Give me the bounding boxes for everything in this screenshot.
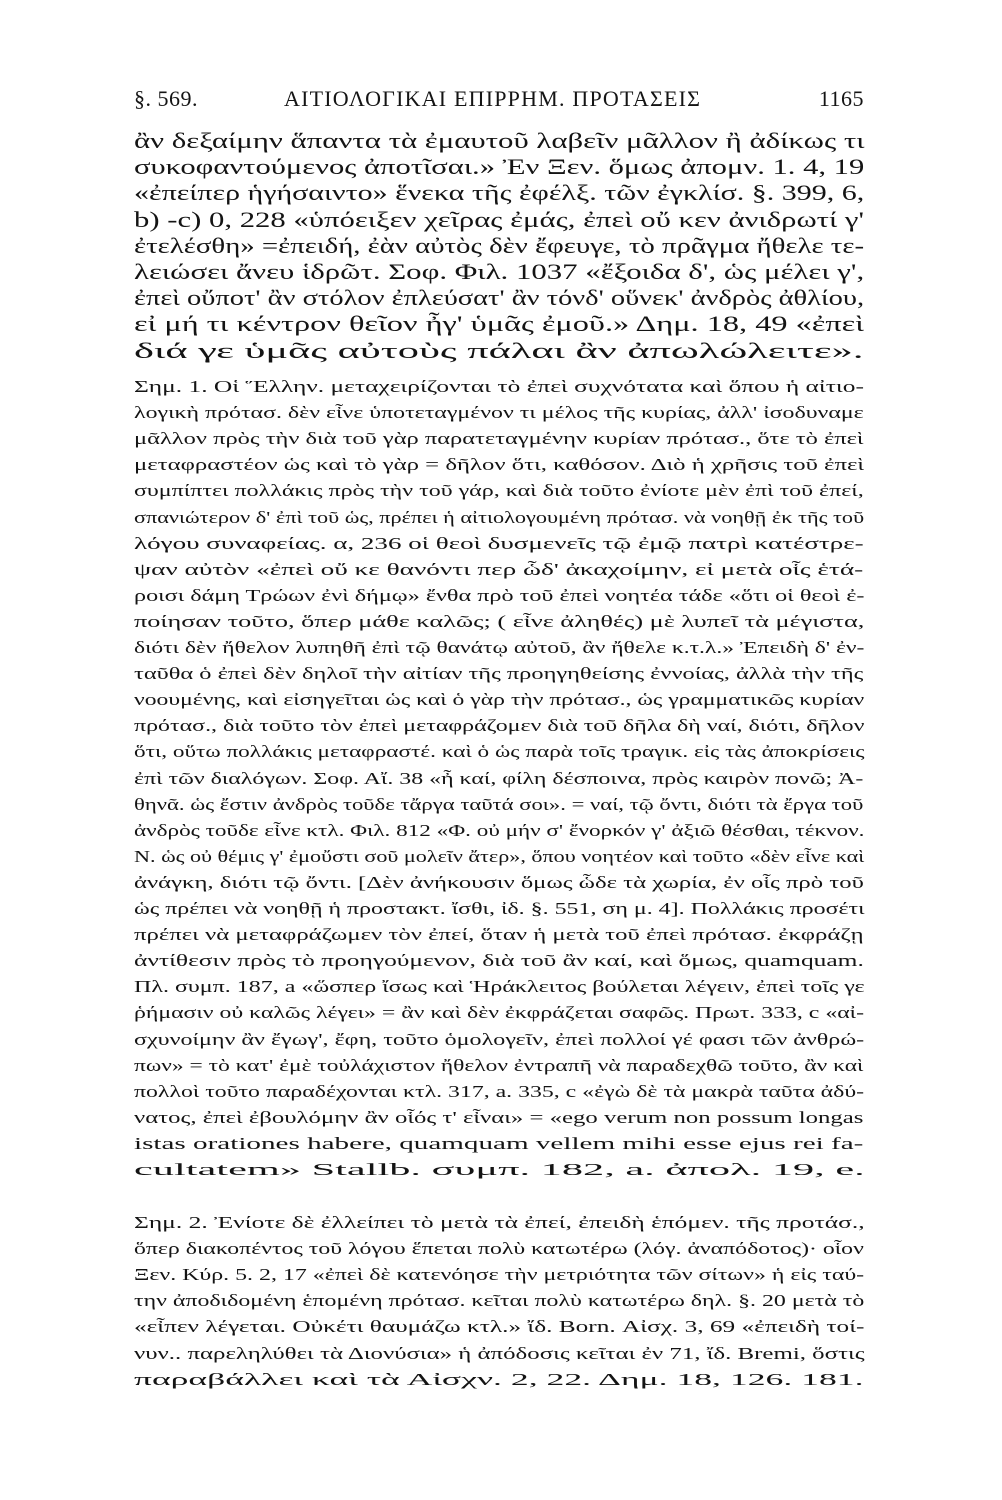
main-text-line: διά γε ὑμᾶς αὐτοὺς πάλαι ἂν ἀπωλώλειτε».	[134, 337, 864, 363]
main-text-line: συκοφαντούμενος ἀποτῖσαι.» Ἐν Ξεν. ὅμως ἀπομν. 1. 4, 19	[134, 154, 865, 180]
note-1-line: νοουμένης, καὶ εἰσηγεῖται ὡς καὶ ὁ γὰρ τὴν πρότασ., ὡς γραμματικῶς κυρίαν	[134, 690, 865, 710]
section-number: §. 569.	[134, 86, 198, 111]
note-2-line: Ξεν. Κύρ. 5. 2, 17 «ἐπεὶ δὲ κατενόησε τὴν μετριότητα τῶν σίτων» ἡ εἰς ταύ-	[134, 1265, 865, 1285]
note-1-line: ὅτι, οὕτω πολλάκις μεταφραστέ. καὶ ὁ ὡς παρὰ τοῖς τραγικ. εἰς τὰς ἀποκρίσεις	[134, 742, 865, 762]
main-text-line: ἐπεὶ οὔποτ' ἂν στόλον ἐπλεύσατ' ἂν τόνδ' οὕνεκ' ἀνδρὸς ἀθλίου,	[134, 285, 865, 311]
note-1-line: πολλοὶ τοῦτο παραδέχονται κτλ. 317, a. 335, c «ἐγὼ δὲ τὰ μακρὰ ταῦτα ἀδύ-	[134, 1081, 865, 1101]
note-1-line: μεταφραστέον ὡς καὶ τὸ γὰρ = δῆλον ὅτι, καθόσον. Διὸ ἡ χρῆσις τοῦ ἐπεὶ	[134, 455, 865, 475]
chapter-title: ΑΙΤΙΟΛΟΓΙΚΑΙ ΕΠΙΡΡΗΜ. ΠΡΟΤΑΣΕΙΣ	[284, 86, 702, 111]
note-1-line: λογικὴ πρότασ. δὲν εἶνε ὑποτεταγμένον τι μέλος τῆς κυρίας, ἀλλ' ἰσοδυναμε	[134, 403, 864, 423]
running-header	[134, 86, 864, 120]
note-2-line: νυν.. παρεληλύθει τὰ Διονύσια» ἡ ἀπόδοσις κεῖται ἐν 71, ἴδ. Bremi, ὅστις	[134, 1343, 865, 1363]
note-1-line: πρότασ., διὰ τοῦτο τὸν ἐπεὶ μεταφράζομεν διὰ τοῦ δῆλα δὴ ναί, διότι, δῆλον	[134, 716, 865, 736]
note-1-line: Πλ. συμπ. 187, a «ὥσπερ ἴσως καὶ Ἡράκλειτος βούλεται λέγειν, ἐπεὶ τοῖς γε	[134, 977, 865, 997]
note-1-line: θηνᾶ. ὡς ἔστιν ἀνδρὸς τοῦδε τἄργα ταῦτά σοι». = ναί, τῷ ὄντι, διότι τὰ ἔργα τοῦ	[134, 794, 864, 814]
note-1-line: σχυνοίμην ἂν ἔγωγ', ἔφη, τοῦτο ὁμολογεῖν, ἐπεὶ πολλοί γέ φασι τῶν ἀνθρώ-	[134, 1029, 865, 1049]
note-1-line: πων» = τὸ κατ' ἐμὲ τοὐλάχιστον ἤθελον ἐντραπῆ νὰ παραδεχθῶ τοῦτο, ἂν καὶ	[134, 1055, 864, 1075]
note-1-line: πρέπει νὰ μεταφράζωμεν τὸν ἐπεί, ὅταν ἡ μετὰ τοῦ ἐπεὶ πρότασ. ἐκφράζῃ	[134, 925, 864, 945]
note-1-line: συμπίπτει πολλάκις πρὸς τὴν τοῦ γάρ, καὶ διὰ τοῦτο ἐνίοτε μὲν ἐπὶ τοῦ ἐπεί,	[134, 481, 864, 501]
note-1-line: ἀνδρὸς τοῦδε εἶνε κτλ. Φιλ. 812 «Φ. οὐ μήν σ' ἔνορκόν γ' ἀξιῶ θέσθαι, τέκνον.	[134, 820, 865, 840]
note-2-line: ὅπερ διακοπέντος τοῦ λόγου ἕπεται πολὺ κατωτέρω (λόγ. ἀναπόδοτος)· οἷον	[134, 1239, 864, 1259]
note-1-line: ἀντίθεσιν πρὸς τὸ προηγούμενον, διὰ τοῦ ἂν καί, καὶ ὅμως, quamquam.	[134, 951, 864, 971]
note-2-line: Σημ. 2. Ἐνίοτε δὲ ἐλλείπει τὸ μετὰ τὰ ἐπεί, ἐπειδὴ ἑπόμεν. τῆς προτάσ.,	[134, 1213, 865, 1232]
note-1-line: ροισι δάμη Τρώων ἐνὶ δήμῳ» ἔνθα πρὸ τοῦ ἐπεὶ νοητέα τάδε «ὅτι οἱ θεοὶ ἐ-	[134, 585, 865, 605]
note-1-line: cultatem» Stallb. συμπ. 182, a. ἀπολ. 19, e.	[134, 1160, 865, 1179]
note-2-line: «εἶπεν λέγεται. Οὐκέτι θαυμάζω κτλ.» ἴδ. Born. Αἰσχ. 3, 69 «ἐπειδὴ τοί-	[134, 1317, 865, 1337]
note-1-line: ἀνάγκη, διότι τῷ ὄντι. [Δὲν ἀνήκουσιν ὅμως ὧδε τὰ χωρία, ἐν οἷς πρὸ τοῦ	[134, 872, 864, 892]
main-text-line: λειώσει ἄνευ ἱδρῶτ. Σοφ. Φιλ. 1037 «ἔξοιδα δ', ὡς μέλει γ',	[134, 259, 865, 284]
main-text-line: εἰ μή τι κέντρον θεῖον ἦγ' ὑμᾶς ἐμοῦ.» Δημ. 18, 49 «ἐπεὶ	[134, 311, 864, 337]
note-1-line: istas orationes habere, quamquam vellem mihi esse ejus rei fa-	[134, 1133, 864, 1153]
note-1-line: μᾶλλον πρὸς τὴν διὰ τοῦ γὰρ παρατεταγμένην κυρίαν πρότασ., ὅτε τὸ ἐπεὶ	[134, 429, 864, 449]
note-1-line: λόγου συναφείας. α, 236 οἱ θεοὶ δυσμενεῖς τῷ ἐμῷ πατρὶ κατέστρε-	[134, 533, 864, 553]
note-2-line: παραβάλλει καὶ τὰ Αἰσχν. 2, 22. Δημ. 18, 126. 181.	[134, 1369, 864, 1389]
note-1-line: ταῦθα ὁ ἐπεὶ δὲν δηλοῖ τὴν αἰτίαν τῆς προηγηθείσης ἐννοίας, ἀλλὰ τὴν τῆς	[134, 664, 864, 684]
note-1-line: ὡς πρέπει νὰ νοηθῇ ἡ προστακτ. ἴσθι, ἰδ. §. 551, ση μ. 4]. Πολλάκις προσέτι	[134, 899, 865, 918]
main-text-line: «ἐπείπερ ἡγήσαιντο» ἕνεκα τῆς ἐφέλξ. τῶν ἐγκλίσ. §. 399, 6,	[134, 180, 865, 206]
note-1-line: ψαν αὐτὸν «ἐπεὶ οὔ κε θανόντι περ ὧδ' ἀκαχοίμην, εἰ μετὰ οἷς ἑτά-	[134, 559, 864, 579]
main-text-line: b) -c) 0, 228 «ὑπόειξεν χεῖρας ἐμάς, ἐπεὶ οὔ κεν ἀνιδρωτί γ'	[134, 206, 865, 232]
note-1-line: Σημ. 1. Οἱ Ἕλλην. μεταχειρίζονται τὸ ἐπεὶ συχνότατα καὶ ὅπου ἡ αἰτιο-	[134, 377, 864, 396]
note-1-line: ποίησαν τοῦτο, ὅπερ μάθε καλῶς; ( εἶνε ἀληθές) μὲ λυπεῖ τὰ μέγιστα,	[134, 611, 865, 631]
note-2-line: την ἀποδιδομένη ἑπομένη πρότασ. κεῖται πολὺ κατωτέρω δηλ. §. 20 μετὰ τὸ	[134, 1291, 865, 1311]
page-number: 1165	[818, 86, 864, 111]
note-1-line: διότι δὲν ἤθελον λυπηθῆ ἐπὶ τῷ θανάτῳ αὐτοῦ, ἂν ἤθελε κ.τ.λ.» Ἐπειδὴ δ' ἐν-	[134, 638, 865, 657]
note-1-line: σπανιώτερον δ' ἐπὶ τοῦ ὡς, πρέπει ἡ αἰτιολογουμένη πρότασ. νὰ νοηθῇ ἐκ τῆς τοῦ	[134, 507, 865, 527]
main-text-line: ἂν δεξαίμην ἅπαντα τὰ ἐμαυτοῦ λαβεῖν μᾶλλον ἢ ἀδίκως τι	[134, 128, 865, 153]
note-1-line: νατος, ἐπεὶ ἐβουλόμην ἂν οἷός τ' εἶναι» = «ego verum non possum longas	[134, 1107, 864, 1127]
note-1-line: ῥήμασιν οὐ καλῶς λέγει» = ἂν καὶ δὲν ἐκφράζεται σαφῶς. Πρωτ. 333, c «αἰ-	[134, 1003, 865, 1023]
note-1-line: Ν. ὡς οὐ θέμις γ' ἐμοὔστι σοῦ μολεῖν ἄτερ», ὅπου νοητέον καὶ τοῦτο «δὲν εἶνε καὶ	[134, 846, 865, 866]
note-1-line: ἐπὶ τῶν διαλόγων. Σοφ. Αἴ. 38 «ἦ καί, φίλη δέσποινα, πρὸς καιρὸν πονῶ; Ἀ-	[134, 768, 864, 788]
main-text-line: ἐτελέσθη» =ἐπειδή, ἐὰν αὐτὸς δὲν ἔφευγε, τὸ πρᾶγμα ἤθελε τε-	[134, 232, 865, 258]
